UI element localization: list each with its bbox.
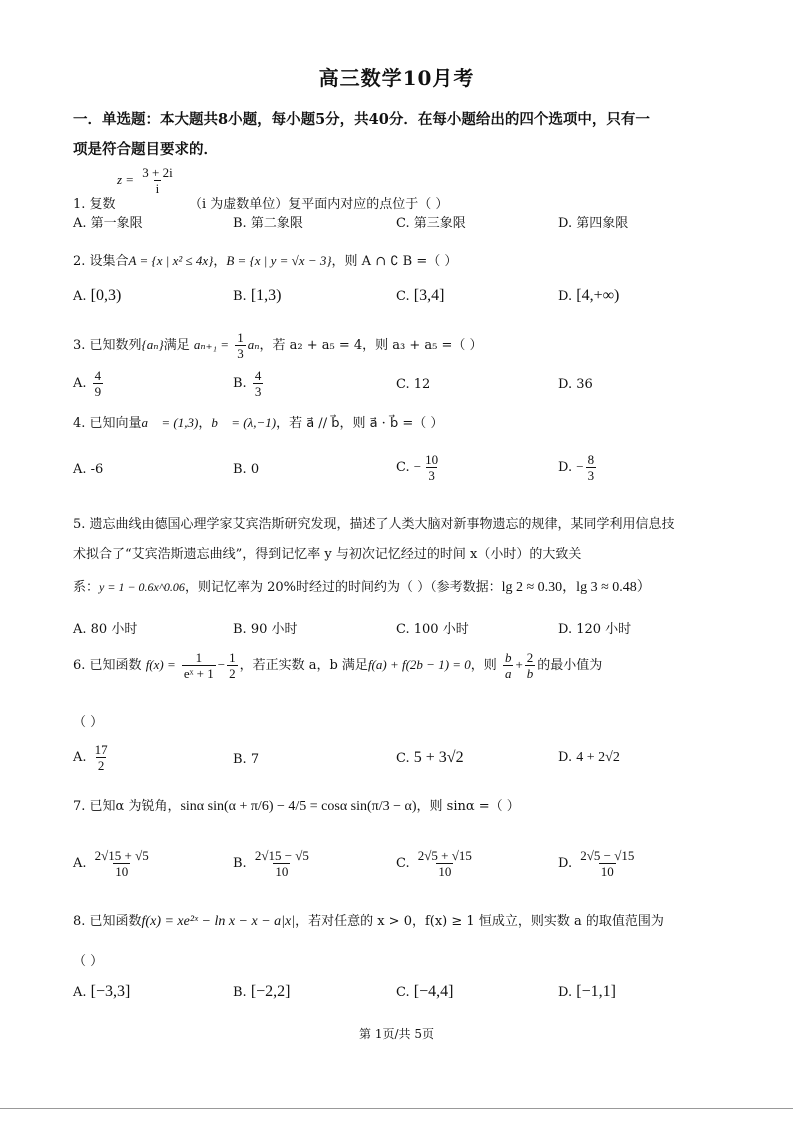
q7-d-num: 2√5 − √15 [580, 848, 635, 863]
q8-option-c-label: C. [396, 985, 410, 1000]
q4-vector-a: a⃗ = (1,3) [141, 415, 199, 430]
page-title: 高三数学10月考 [318, 66, 475, 90]
q3-sequence: {aₙ} [141, 337, 164, 352]
q6-option-d-value: 4 + 2√2 [576, 750, 620, 765]
q7-c-den: 10 [438, 864, 452, 879]
q2-comma: ， [213, 254, 227, 269]
q8-option-d-value: [−1,1] [576, 983, 616, 1000]
q6-option-c-label: C. [396, 751, 410, 766]
q4-option-a: A. -6 [73, 462, 104, 477]
q4-d-den: 3 [587, 468, 595, 483]
q2-option-c-label: C. [396, 289, 410, 304]
q2-option-a [73, 287, 121, 305]
q8-tail: ，若对任意的 x > 0，f(x) ≥ 1 恒成立，则实数 a 的取值范围为 [295, 914, 664, 929]
q3-relation-lhs: aₙ₊₁ = [193, 337, 230, 352]
q5-line3-start: 系： [73, 580, 100, 595]
q7-option-d [558, 848, 638, 879]
q6-tail2: 的最小值为 [537, 658, 603, 673]
q5-line1: 5. 遗忘曲线由德国心理学家艾宾浩斯研究发现，描述了人类大脑对新事物遗忘的规律，某同学利用信息技 [73, 517, 675, 532]
q5-option-d: D. 120 小时 [558, 622, 632, 637]
q3-option-b-frac [253, 368, 264, 399]
q6-stem [73, 650, 602, 681]
q6-frac2 [227, 650, 238, 681]
q2-text: ，则 A ∩ ∁ B =（ ） [331, 254, 458, 269]
q3-rel-den: 3 [237, 346, 244, 361]
q3-b-num: 4 [254, 368, 262, 383]
q7-option-a [73, 848, 153, 879]
q7-prefix: 7. 已知α 为锐角， [73, 799, 181, 814]
q1-number: 1. 复数 [73, 197, 116, 212]
q6-plus: + [515, 657, 523, 672]
q5-option-c: C. 100 小时 [396, 622, 469, 637]
q6-option-a-label: A. [73, 750, 87, 765]
q8-option-d-label: D. [558, 985, 573, 1000]
q6-option-d-label: D. [558, 750, 573, 765]
q8-option-b-value: [−2,2] [250, 983, 291, 1000]
q4-d-num: 8 [587, 452, 595, 467]
q6-option-d [558, 750, 620, 766]
q6-option-a [73, 742, 112, 773]
q2-option-a-value: [0,3) [90, 287, 122, 304]
q5-reference: lg 2 ≈ 0.30，lg 3 ≈ 0.48） [501, 580, 651, 595]
q2-option-b-label: B. [233, 289, 247, 304]
q3-option-a-label: A. [73, 376, 87, 391]
section-heading-line2: 项是符合题目要求的． [73, 141, 218, 158]
q4-option-d [558, 452, 598, 483]
q3-b-den: 3 [254, 384, 262, 399]
q3-option-a-frac [93, 368, 104, 399]
q6-e-den1: a [504, 666, 512, 681]
q1-lhs: z = [117, 172, 135, 187]
q4-option-b: B. 0 [233, 462, 260, 477]
q3-option-d: D. 36 [558, 377, 593, 392]
q4-option-d-sign: − [576, 459, 584, 474]
q8-option-b-label: B. [233, 985, 247, 1000]
q6-frac2-den: 2 [229, 666, 236, 681]
q3-stem [73, 330, 483, 361]
q6-frac1-num: 1 [195, 650, 203, 665]
q6-option-b: B. 7 [233, 752, 260, 767]
q8-paren: （ ） [73, 954, 104, 969]
q6-a-num: 17 [94, 742, 108, 757]
q8-option-c-value: [−4,4] [413, 983, 454, 1000]
q2-option-d-label: D. [558, 289, 573, 304]
q6-f: f(x) = [145, 657, 176, 672]
q8-option-a [73, 983, 130, 1001]
q6-paren: （ ） [73, 715, 104, 730]
q3-condition: ，若 a₂ + a₅ = 4，则 a₃ + a₅ =（ ） [259, 338, 483, 353]
q8-stem [73, 910, 664, 930]
q4-vector-b: b⃗ = (λ,−1) [211, 415, 277, 430]
q1-z-expression [117, 165, 177, 196]
q6-option-a-frac [93, 742, 110, 773]
q2-option-b [233, 287, 281, 305]
q8-option-c [396, 983, 453, 1001]
q2-set-b: B = {x | y = √x − 3} [226, 253, 332, 268]
q6-minus: − [217, 657, 226, 672]
q4-option-c [396, 452, 442, 483]
q7-d-den: 10 [600, 864, 614, 879]
q1-option-c: C. 第三象限 [396, 216, 466, 231]
q1-frac-den: i [155, 181, 160, 196]
q6-e-num1: b [504, 650, 512, 665]
q2-option-a-label: A. [73, 289, 87, 304]
q3-option-c: C. 12 [396, 377, 431, 392]
q2-stem [73, 250, 457, 269]
q1-frac-num: 3 + 2i [142, 165, 173, 180]
q7-option-d-frac [578, 848, 636, 879]
q2-option-d-value: [4,+∞) [576, 287, 620, 304]
q3-prefix: 3. 已知数列 [73, 338, 142, 353]
q6-frac1 [182, 650, 216, 681]
q4-c-num: 10 [425, 452, 439, 467]
q3-a-num: 4 [94, 368, 102, 383]
q7-option-c [396, 848, 476, 879]
q7-b-den: 10 [275, 864, 289, 879]
section-heading-line1: 一．单选题：本大题共8小题，每小题5分，共40分．在每小题给出的四个选项中，只有一 [73, 111, 650, 128]
q7-b-num: 2√15 − √5 [254, 848, 309, 863]
q1-option-b: B. 第二象限 [233, 216, 303, 231]
q8-option-a-label: A. [73, 985, 87, 1000]
q6-tail1: ，则 [470, 658, 497, 673]
q4-option-d-frac [586, 452, 597, 483]
q2-set-a: A = {x | x² ≤ 4x} [128, 253, 214, 268]
q8-prefix: 8. 已知函数 [73, 914, 142, 929]
q3-a-den: 9 [94, 384, 102, 399]
q6-e-den2: b [526, 666, 534, 681]
q2-prefix: 2. 设集合 [73, 254, 129, 269]
q2-option-b-value: [1,3) [250, 287, 282, 304]
q6-expr-frac1 [503, 650, 514, 681]
q5-option-b: B. 90 小时 [233, 622, 298, 637]
q1-text: （i 为虚数单位）复平面内对应的点位于（ ） [189, 197, 449, 212]
q7-tail: ，则 sinα =（ ） [416, 799, 520, 814]
q8-function: f(x) = xe²ˣ − ln x − x − a|x| [141, 914, 296, 929]
q6-e-num2: 2 [526, 650, 534, 665]
q3-rel-num: 1 [237, 330, 244, 345]
q7-option-c-frac [416, 848, 474, 879]
q1-option-a: A. 第一象限 [73, 216, 143, 231]
q8-option-b [233, 983, 291, 1001]
q7-option-b-frac [253, 848, 311, 879]
q3-option-a [73, 368, 105, 399]
q6-frac1-den: eˣ + 1 [183, 666, 214, 681]
q7-option-c-label: C. [396, 856, 410, 871]
q6-prefix: 6. 已知函数 [73, 658, 142, 673]
q7-a-den: 10 [115, 864, 129, 879]
q2-option-c [396, 287, 444, 305]
q1-fraction [140, 165, 174, 196]
q8-option-a-value: [−3,3] [90, 983, 131, 1000]
q7-option-d-label: D. [558, 856, 573, 871]
q7-c-num: 2√5 + √15 [417, 848, 472, 863]
q6-condition: f(a) + f(2b − 1) = 0 [367, 657, 471, 672]
q5-formula: y = 1 − 0.6x^0.06 [99, 580, 185, 594]
q7-option-a-label: A. [73, 856, 87, 871]
q4-prefix: 4. 已知向量 [73, 416, 142, 431]
q4-option-d-label: D. [558, 460, 573, 475]
q7-option-b [233, 848, 313, 879]
q6-option-c [396, 749, 464, 767]
q5-line2: 术拟合了“艾宾浩斯遗忘曲线”，得到记忆率 y 与初次记忆经过的时间 x（小时）的大致关 [73, 547, 582, 562]
q4-stem: 4. 已知向量a⃗ = (1,3)，b⃗ = (λ,−1)，若 a⃗ // b⃗，则 a⃗ · b⃗ =（ ） [73, 415, 444, 431]
q8-option-d [558, 983, 616, 1001]
q3-option-b [233, 368, 265, 399]
q7-option-b-label: B. [233, 856, 247, 871]
q4-condition: 若 a⃗ // b⃗，则 a⃗ · b⃗ =（ ） [289, 416, 444, 431]
q7-stem [73, 795, 520, 815]
q4-option-c-sign: − [413, 459, 422, 474]
q2-option-d [558, 287, 619, 305]
bottom-divider [0, 1108, 793, 1109]
q4-c-den: 3 [428, 468, 435, 483]
q3-rel-tail: aₙ [247, 337, 260, 352]
q6-expr-frac2 [525, 650, 536, 681]
q1-option-d: D. 第四象限 [558, 216, 629, 231]
q4-option-c-frac [423, 452, 440, 483]
q6-option-c-value: 5 + 3√2 [413, 749, 464, 766]
q7-equation: sinα sin(α + π/6) − 4/5 = cosα sin(π/3 − α) [180, 799, 417, 814]
q4-option-c-label: C. [396, 460, 410, 475]
q6-frac2-num: 1 [229, 650, 236, 665]
q7-a-num: 2√15 + √5 [94, 848, 149, 863]
q5-line3 [73, 576, 651, 596]
q6-mid: ，若正实数 a，b 满足 [239, 658, 368, 673]
q3-option-b-label: B. [233, 376, 247, 391]
q3-relation-frac [235, 330, 246, 361]
q6-a-den: 2 [97, 758, 105, 773]
q2-option-c-value: [3,4] [413, 287, 445, 304]
q5-option-a: A. 80 小时 [73, 622, 138, 637]
q7-option-a-frac [93, 848, 151, 879]
page-footer: 第 1页/共 5页 [359, 1027, 434, 1041]
q3-mid: 满足 [163, 338, 190, 353]
q5-line3-mid: ，则记忆率为 20%时经过的时间约为（ ）（参考数据： [184, 580, 502, 595]
